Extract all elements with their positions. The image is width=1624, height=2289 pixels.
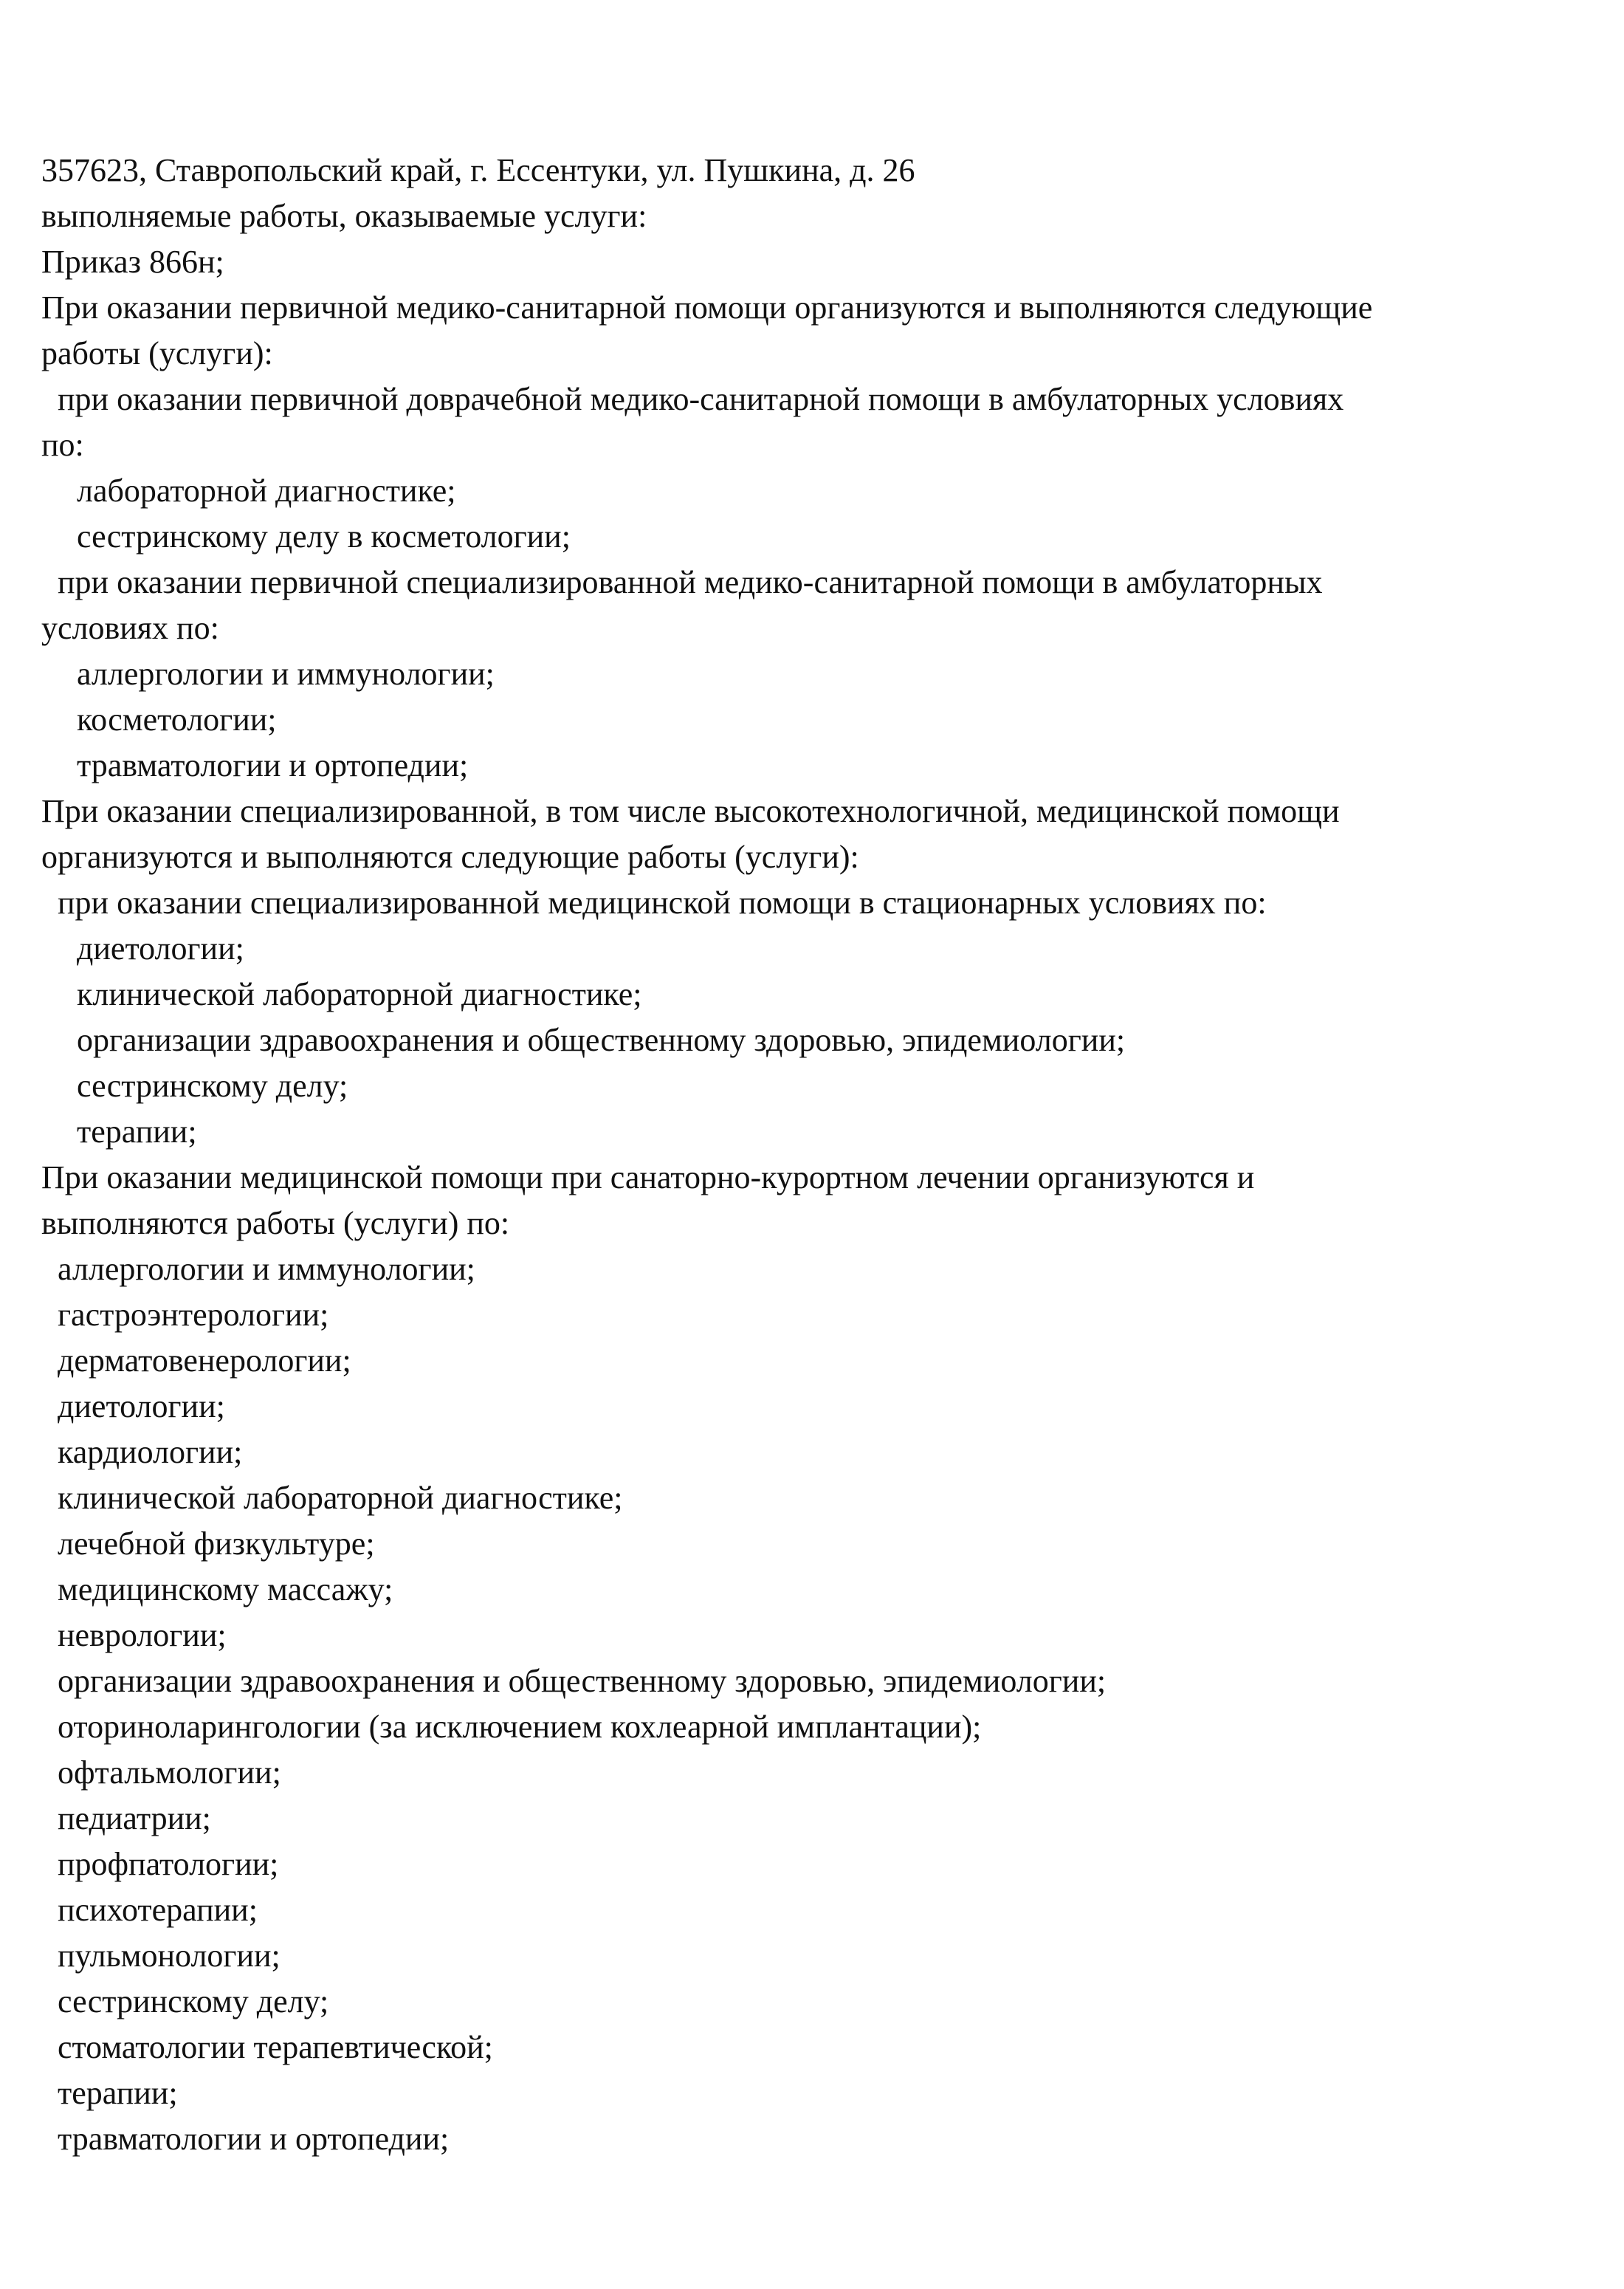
- document-line: диетологии;: [58, 1388, 225, 1424]
- document-line: при оказании первичной доврачебной медико-санитарной помощи в амбулаторных условиях: [58, 381, 1344, 417]
- document-line: педиатрии;: [58, 1800, 211, 1836]
- document-line: выполняются работы (услуги) по:: [41, 1205, 510, 1241]
- document-line: лабораторной диагностике;: [77, 473, 456, 509]
- document-line: при оказании первичной специализированной медико-санитарной помощи в амбулаторных: [58, 564, 1323, 600]
- document-line: гастроэнтерологии;: [58, 1297, 329, 1333]
- document-line: сестринскому делу;: [77, 1068, 348, 1104]
- document-line: психотерапии;: [58, 1892, 258, 1928]
- document-line: неврологии;: [58, 1617, 227, 1653]
- document-line: Приказ 866н;: [41, 244, 224, 280]
- document-line: травматологии и ортопедии;: [58, 2121, 450, 2157]
- document-line: кардиологии;: [58, 1434, 243, 1470]
- document-line: сестринскому делу;: [58, 1983, 329, 2019]
- document-line: офтальмологии;: [58, 1754, 281, 1791]
- document-line: выполняемые работы, оказываемые услуги:: [41, 198, 647, 234]
- document-body: [41, 148, 1592, 2162]
- document-line: клинической лабораторной диагностике;: [58, 1480, 623, 1516]
- document-line: оториноларингологии (за исключением кохлеарной имплантации);: [58, 1709, 982, 1745]
- document-line: профпатологии;: [58, 1846, 279, 1882]
- document-line: по:: [41, 427, 84, 463]
- document-line: медицинскому массажу;: [58, 1571, 393, 1607]
- document-line: при оказании специализированной медицинской помощи в стационарных условиях по:: [58, 885, 1267, 921]
- document-line: косметологии;: [77, 701, 277, 738]
- document-line: условиях по:: [41, 610, 219, 646]
- document-line: При оказании медицинской помощи при санаторно-курортном лечении организуются и: [41, 1159, 1255, 1195]
- document-line: аллергологии и иммунологии;: [58, 1251, 475, 1287]
- document-line: пульмонологии;: [58, 1938, 281, 1974]
- document-line: терапии;: [77, 1113, 197, 1150]
- document-line: 357623, Ставропольский край, г. Ессентуки, ул. Пушкина, д. 26: [41, 152, 915, 188]
- document-line: терапии;: [58, 2075, 178, 2111]
- document-line: сестринскому делу в косметологии;: [77, 518, 571, 555]
- document-line: клинической лабораторной диагностике;: [77, 976, 642, 1012]
- document-line: аллергологии и иммунологии;: [77, 656, 495, 692]
- document-line: организации здравоохранения и общественному здоровью, эпидемиологии;: [58, 1663, 1107, 1699]
- document-line: диетологии;: [77, 930, 244, 967]
- document-line: При оказании первичной медико-санитарной помощи организуются и выполняются следующие: [41, 289, 1373, 326]
- document-line: При оказании специализированной, в том числе высокотехнологичной, медицинской помощи: [41, 793, 1340, 829]
- document-line: работы (услуги):: [41, 335, 273, 371]
- document-line: организуются и выполняются следующие работы (услуги):: [41, 839, 859, 875]
- document-line: травматологии и ортопедии;: [77, 747, 469, 783]
- document-line: лечебной физкультуре;: [58, 1526, 375, 1562]
- document-line: дерматовенерологии;: [58, 1342, 351, 1379]
- document-line: стоматологии терапевтической;: [58, 2029, 493, 2065]
- document-line: организации здравоохранения и общественному здоровью, эпидемиологии;: [77, 1022, 1126, 1058]
